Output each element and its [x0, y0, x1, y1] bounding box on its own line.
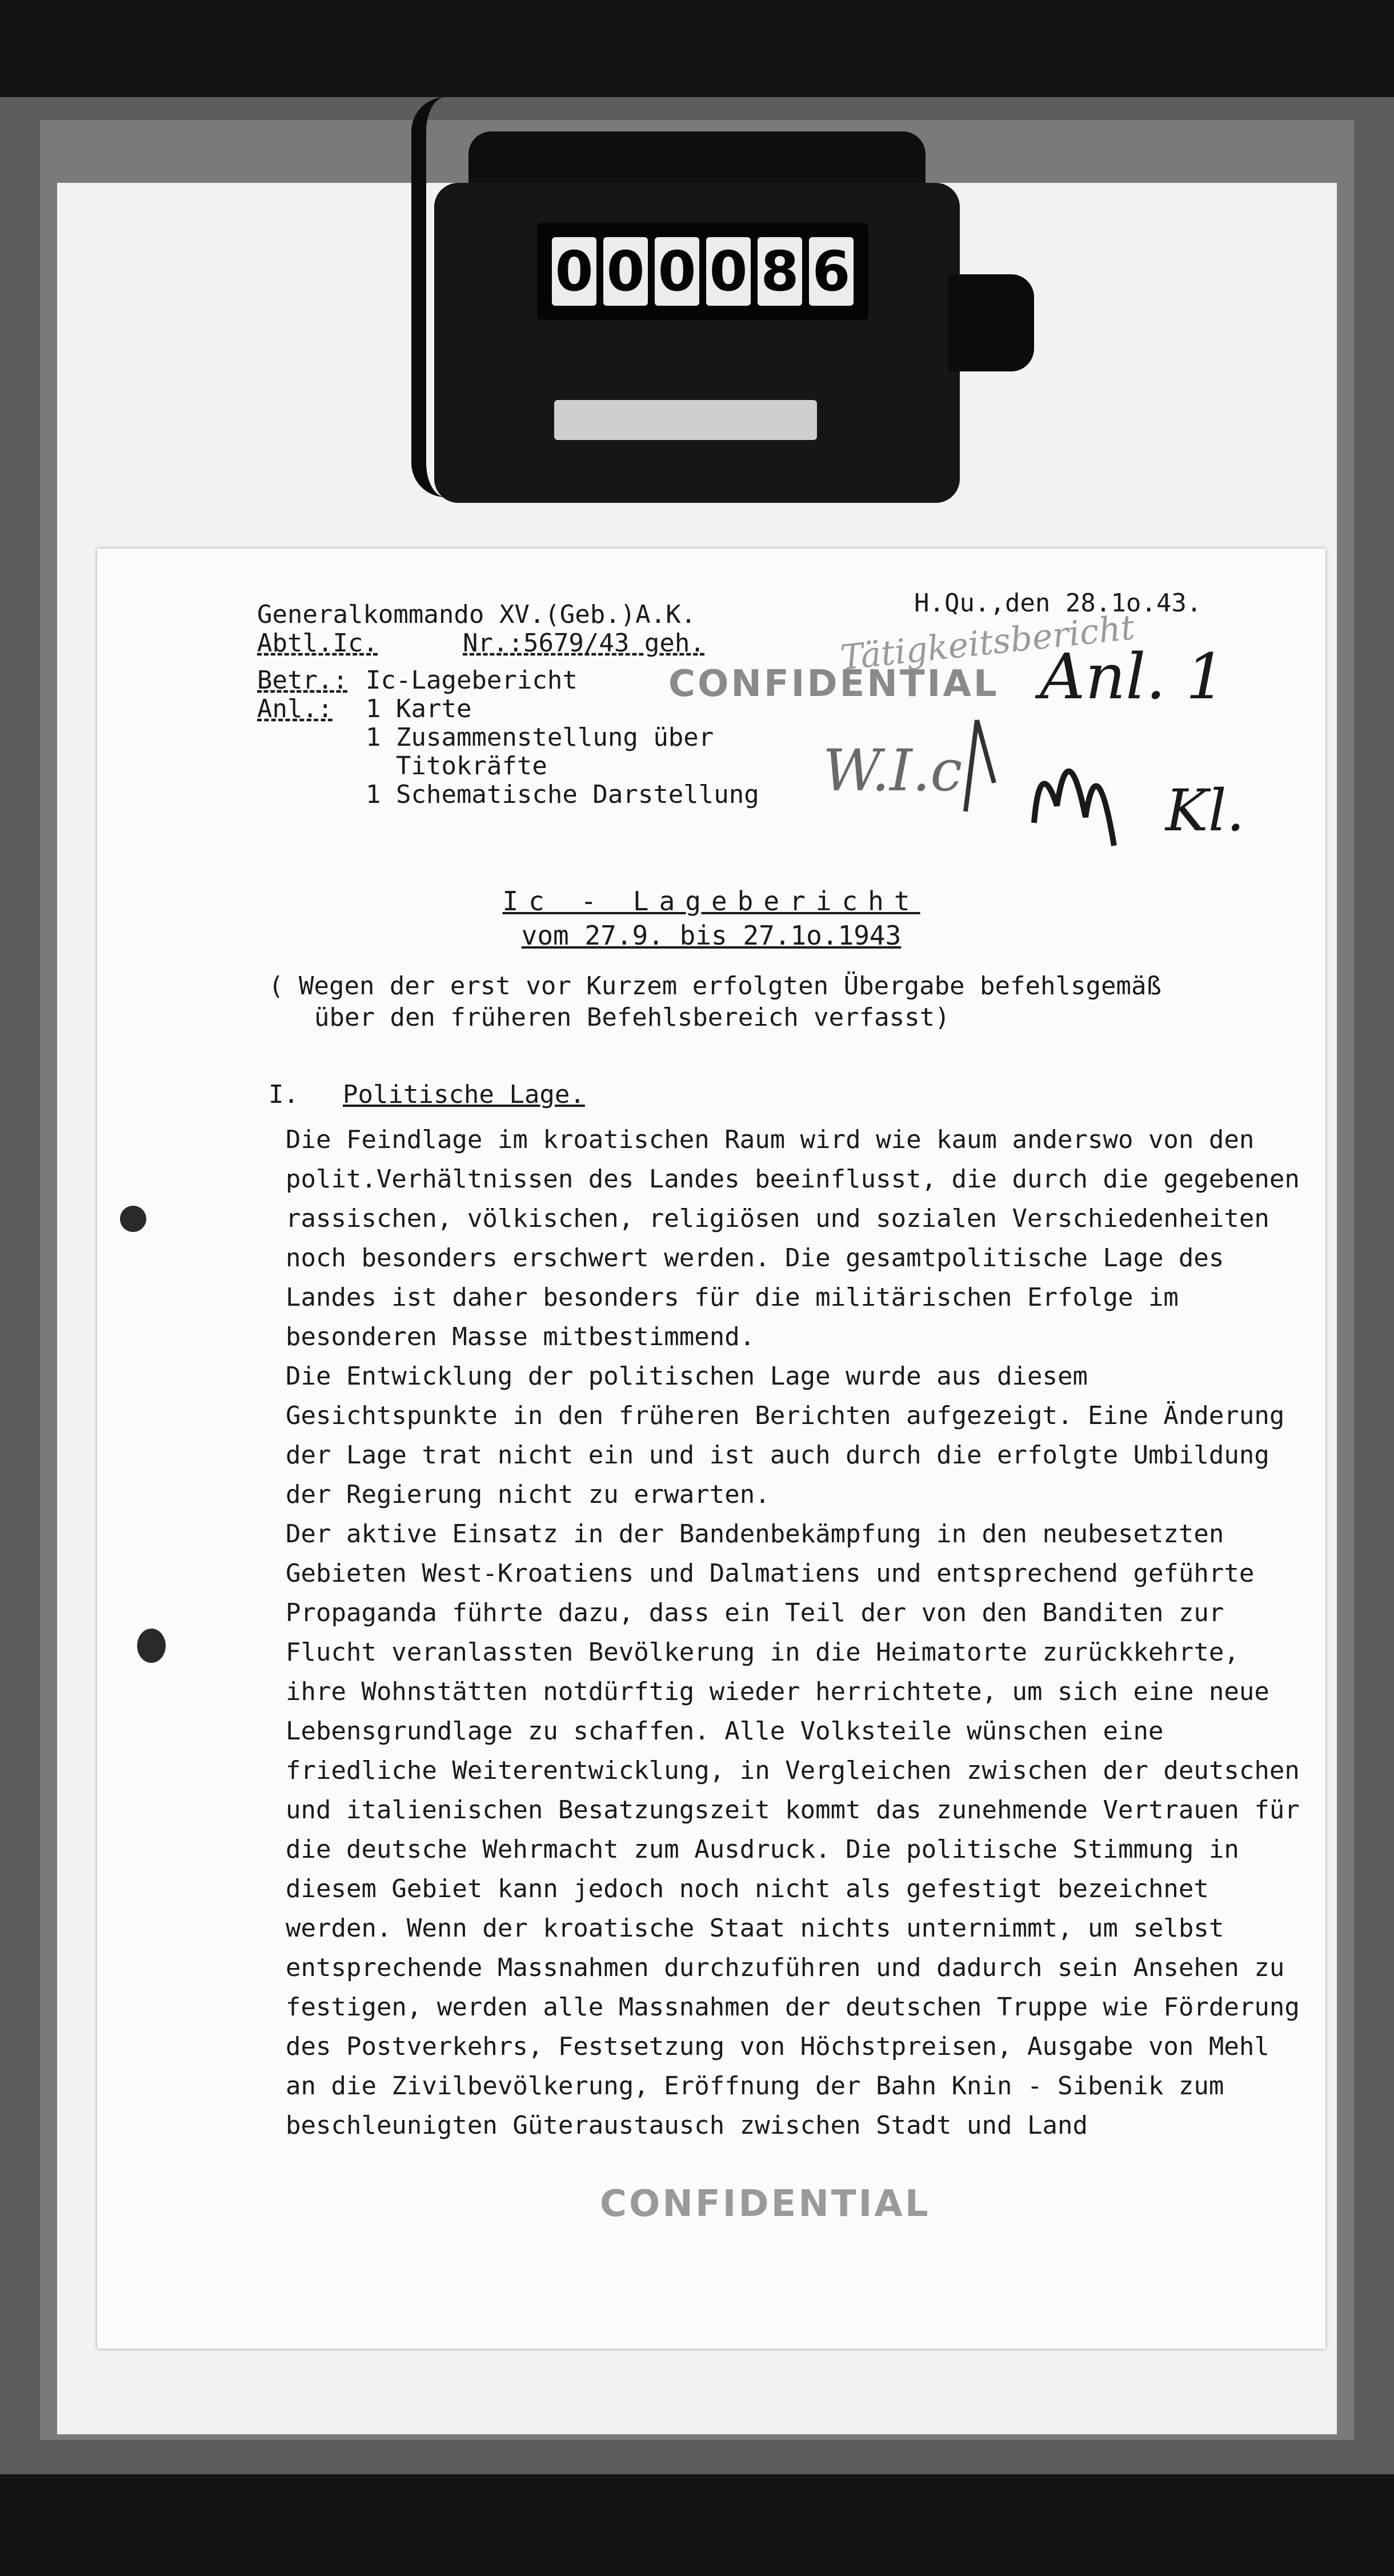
handwritten-annex-mark: Anl. 1: [1040, 640, 1226, 713]
counter-digit: 0: [655, 237, 699, 306]
counter-digit: 0: [552, 237, 596, 306]
confidential-stamp-bottom: CONFIDENTIAL: [600, 2183, 931, 2225]
handwritten-strokes: [954, 709, 1171, 857]
paragraph: Die Feindlage im kroatischen Raum wird wie kaum anderswo von den polit.Verhältnissen des Landes beeinflusst, die durch die gegebenen rassischen, völkischen, religiösen und sozialen Verschiedenheiten noch besonders erschwert werden. Die gesamtpolitische Lage des Landes ist daher besonders für die militärischen Erfolge im besonderen Masse mitbestimmend.: [286, 1125, 1300, 1351]
attachment-item: 1 Schematische Darstellung: [366, 780, 759, 809]
paragraph: Die Entwicklung der politischen Lage wurde aus diesem Gesichtspunkte in den früheren Berichten aufgezeigt. Eine Änderung der Lage trat nicht ein und ist auch durch die erfolgte Umbildung der Regierung nicht zu erwarten.: [286, 1362, 1285, 1509]
subject-value: Ic-Lagebericht: [366, 666, 578, 695]
unit-name: Generalkommando XV.(Geb.)A.K.: [257, 600, 696, 629]
attachment-item: Titokräfte: [366, 751, 547, 781]
paragraph: Der aktive Einsatz in der Bandenbekämpfung in den neubesetzten Gebieten West-Kroatiens und Dalmatiens und entsprechend geführte Propaganda führte dazu, dass ein Teil der von den Banditen zur Flucht veranlassten Bevölkerung in die Heimatorte zurückkehrte, ihre Wohnstätten notdürftig wieder herrichtete, um sich eine neue Lebensgrundlage zu schaffen. Alle Volksteile wünschen eine friedliche Weiterentwicklung, in Vergleichen zwischen der deutschen und italienischen Besatzungszeit kommt das zunehmende Vertrauen für die deutsche Wehrmacht zum Ausdruck. Die politische Stimmung in diesem Gebiet kann jedoch noch nicht als gefestigt bezeichnet werden. Wenn der kroatische Staat nichts unternimmt, um selbst entsprechende Massnahmen durchzuführen und dadurch sein Ansehen zu festigen, werden alle Massnahmen der deutschen Truppe wie Förderung des Postverkehrs, Festsetzung von Höchstpreisen, Ausgabe von Mehl an die Zivilbevölkerung, Eröffnung der Bahn Knin - Sibenik zum beschleunigten Güteraustausch zwischen Stadt und Land: [286, 1519, 1300, 2140]
punch-hole: [137, 1629, 166, 1663]
document-page: [97, 549, 1325, 2349]
attachment-item: 1 Karte: [366, 694, 472, 723]
report-title: Ic - Lagebericht: [502, 886, 920, 917]
handwritten-department: W.I.c: [823, 737, 963, 804]
place-date: H.Qu.,den 28.1o.43.: [914, 589, 1202, 618]
section-title: Politische Lage.: [343, 1080, 585, 1109]
attachments-label: Anl.:: [257, 694, 333, 723]
report-note-line: ( Wegen der erst vor Kurzem erfolgten Übergabe befehlsgemäß: [269, 971, 1161, 1001]
counter-display: [537, 223, 868, 320]
section-number: I.: [269, 1080, 299, 1109]
counter-digit: 6: [809, 237, 854, 306]
counter-knob: [948, 274, 1034, 371]
counter-digit: 0: [706, 237, 751, 306]
ink-blot: [120, 1206, 146, 1232]
report-body: [286, 1120, 1303, 2145]
subject-label: Betr.:: [257, 666, 348, 695]
report-period: vom 27.9. bis 27.1o.1943: [521, 920, 902, 951]
attachment-item: 1 Zusammenstellung über: [366, 723, 714, 752]
handwritten-initials: Kl.: [1165, 777, 1245, 844]
faint-handwritten-note: Tätigkeitsbericht: [838, 607, 1137, 678]
counter-label-slot: [554, 400, 817, 440]
counter-digit: 0: [603, 237, 648, 306]
report-note-line: über den früheren Befehlsbereich verfasst): [314, 1003, 950, 1032]
confidential-stamp-top: CONFIDENTIAL: [668, 663, 999, 705]
reference-number: Nr.:5679/43 geh.: [463, 629, 705, 658]
department: Abtl.Ic.: [257, 629, 378, 658]
counter-digit: 8: [758, 237, 802, 306]
